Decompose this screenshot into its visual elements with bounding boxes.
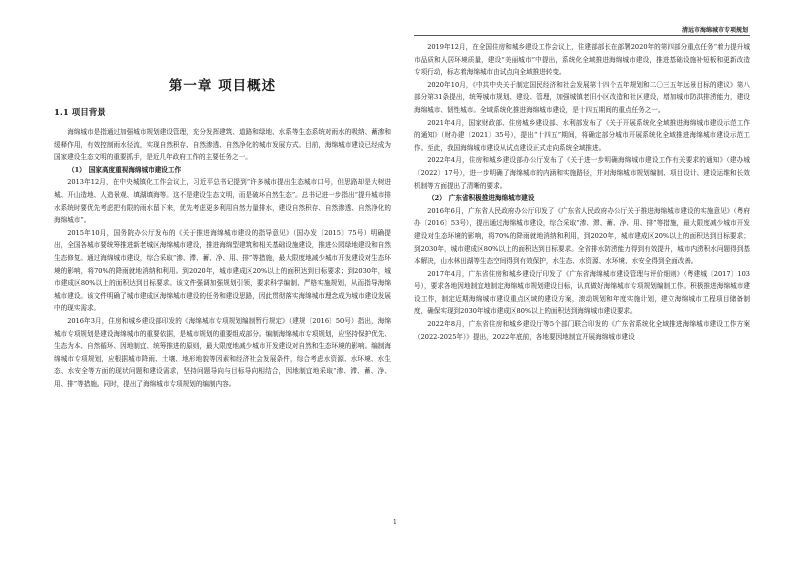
page-number: 1 (393, 519, 397, 526)
paragraph: 2016年3月，住房和城乡建设部印发的《海绵城市专项规划编制暂行规定》（建规〔2016〕50号）指出，海绵城市专项规划是建设海绵城市的重要依据，是城市规划的重要组成部分。编制海绵城市专项规划，应坚持保护优先、生态为本、自然循环、因地制宜、统筹推进的原则，最大限度地减少城市开发建设对自然和生态环境的影响。编制海绵城市专项规划，应根据城市降雨、土壤、地形地貌等因素和经济社会发展条件，综合考虑水资源、水环境、水生态、水安全等方面的现状问题和建设需求，坚持问题导向与目标导向相结合，因地制宜地采取“渗、滞、蓄、净、用、排”等措施。同时，提出了海绵城市专项规划的编制内容。 (54, 316, 391, 388)
paragraph: 2019年12月，在全国住房和城乡建设工作会议上，住建部部长在部署2020年的第四部分重点任务“着力提升城市品质和人居环境质量，建设“美丽城市”中提出，系统化全域推进海绵城市建设，推进基础设施补短板和更新改造专项行动，标志着海绵城市由试点向全域推进转变。 (414, 43, 750, 77)
header-rule (414, 35, 750, 36)
chapter-title: 第一章 项目概述 (168, 78, 277, 94)
subsection-title: 广东省积极推进海绵城市建设 (448, 194, 535, 203)
paragraph: 海绵城市是指通过加强城市规划建设管理，充分发挥建筑、道路和绿地、水系等生态系统对雨水的吸纳、蓄渗和缓释作用，有效控制雨水径流，实现自然积存、自然渗透、自然净化的城市发展方式。目前，海绵城市建设已经成为国家建设生态文明的重要抓手，是近几年政府工作的主要任务之一。 (54, 128, 391, 162)
paragraph: 2022年4月，住房和城乡建设部办公厅发布了《关于进一步明确海绵城市建设工作有关要求的通知》（建办城〔2022〕17号），进一步明确了海绵城市的内涵和实施路径，并对海绵城市规划编制、项目设计、建设运维和长效机制等方面提出了清晰的要求。 (414, 156, 750, 190)
paragraph: 2013年12月，在中央城镇化工作会议上，习近平总书记提到“许多城市提出生态城市口号，但思路却是大树进城、开山造地、人造景观、填湖填海等。这不是建设生态文明，而是破坏自然生态”。总书记进一步指出“提升城市排水系统时要优先考虑把有限的雨水留下来，优先考虑更多利用自然力量排水，建设自然积存、自然渗透、自然净化的海绵城市”。 (54, 178, 391, 225)
paragraph: 2022年8月，广东省住房和城乡建设厅等5个部门联合印发的《广东省系统化全域推进海绵城市建设工作方案（2022-2025年）》提出，2022年底前，各地要因地制宜开展海绵城市建设 (414, 320, 750, 341)
subsection-heading (54, 164, 391, 177)
section-title: 1.1 项目背景 (54, 108, 106, 118)
subsection-number: （2） (428, 194, 446, 203)
subsection-number: （1） (68, 165, 86, 174)
paragraph: 2021年4月，国家财政部、住房城乡建设部、水利部发布了《关于开展系统化全域推进海绵城市建设示范工作的通知》（财办建〔2021〕35号），提出“十四五”期间，将确定部分城市开展系统化全域推进海绵城市建设示范工作。至此，我国海绵城市建设从试点建设正式走向系统全域推进。 (414, 118, 750, 152)
right-column-text (414, 41, 750, 343)
paragraph: 2017年4月，广东省住房和城乡建设厅印发了《广东省海绵城市建设管理与评价细则》（粤建城〔2017〕103号），要求各地因地制宜地制定海绵城市规划建设目标，认真做好海绵城市专项规划编制工作。积极推进海绵城市建设工作，制定近期海绵城市建设重点区域的建设方案，滚动规划和年度实施计划，建立海绵城市工程项目储备制度，确保实现到2030年城市建成区80%以上的面积达到海绵城市建设要求。 (414, 269, 750, 316)
running-header: 清远市海绵城市专项规划 (681, 27, 748, 34)
left-column-text (54, 126, 391, 390)
paragraph: 2015年10月，国务院办公厅发布的《关于推进海绵城市建设的指导意见》（国办发〔2015〕75号）明确提出，全国各城市要统筹推进新老城区海绵城市建设，推进海绵型建筑和相关基础设施建设，推进公园绿地建设和自然生态修复。通过海绵城市建设，综合采取“渗、滞、蓄、净、用、排”等措施，最大限度地减少城市开发建设对生态环境的影响，将70%的降雨就地消纳和利用。到2020年，城市建成区20%以上的面积达到目标要求；到2030年，城市建成区80%以上的面积达到目标要求。该文件强调加强规划引领，要求科学编制、严格实施规划，从而指导海绵城市建设。该文件明确了城市建成区海绵城市建设的任务和建设思路，因此贯彻落实海绵城市理念成为城市建设发展中的现实需求。 (54, 228, 391, 313)
paragraph: 2016年6月，广东省人民政府办公厅印发了《广东省人民政府办公厅关于推进海绵城市建设的实施意见》（粤府办〔2016〕53号），提出通过海绵城市建设，综合采取“渗、滞、蓄、净、用、排”等措施，最大限度减少城市开发建设对生态环境的影响，将70%的降雨就地消纳和利用，到2020年，城市建成区20%以上的面积达到目标要求；到2030年，城市建成区80%以上的面积达到目标要求。全省排水防涝能力得到有效提升，城市内涝积水问题得到基本解决，山水林田湖等生态空间得到有效保护，水生态、水资源、水环境、水安全得到全面改善。 (414, 206, 750, 266)
paragraph: 2020年10月，《中共中央关于制定国民经济和社会发展第十四个五年规划和二〇三五年远景目标的建议》第八部分第31条提出，统筹城市规划、建设、管理，加强城镇老旧小区改造和社区建设，增加城市防洪排涝能力，建设海绵城市、韧性城市。全域系统化推进海绵城市建设，是十四五期间的重点任务之一。 (414, 80, 750, 114)
subsection-heading (414, 192, 750, 205)
subsection-title: 国家高度重视海绵城市建设工作 (88, 165, 182, 174)
